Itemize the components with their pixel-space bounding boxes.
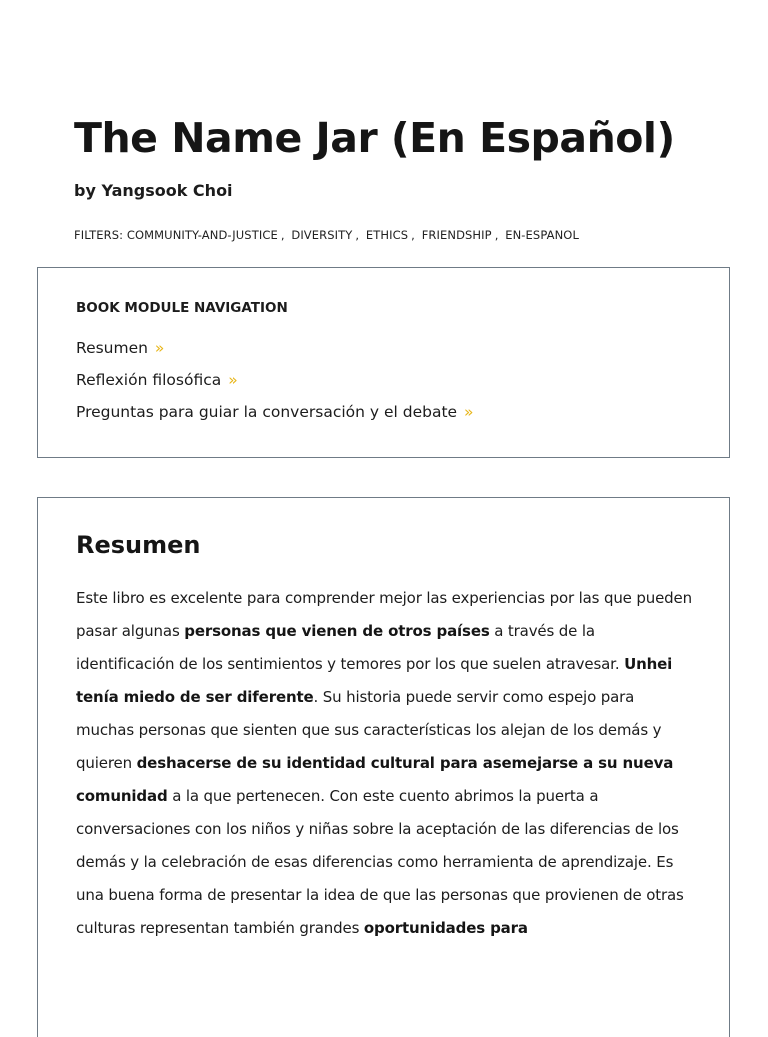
filter-tag-community-and-justice[interactable]: COMMUNITY-AND-JUSTICE xyxy=(126,228,278,242)
summary-emphasis: oportunidades para xyxy=(363,919,528,937)
summary-section xyxy=(37,497,730,1037)
filter-tag-ethics[interactable]: ETHICS xyxy=(365,228,409,242)
navigation-list xyxy=(76,332,474,428)
double-chevron-right-icon: » xyxy=(228,371,238,389)
nav-link-preguntas[interactable] xyxy=(76,396,474,428)
page-title: The Name Jar (En Español) xyxy=(74,114,675,162)
summary-text-segment: Este libro es excelente para comprender mejor las experiencias por las que pueden pasar algunas xyxy=(76,589,692,640)
double-chevron-right-icon: » xyxy=(464,403,474,421)
nav-link-label: Reflexión filosófica xyxy=(76,371,222,389)
book-module-navigation xyxy=(37,267,730,458)
nav-link-label: Resumen xyxy=(76,339,148,357)
summary-paragraph xyxy=(76,582,696,945)
summary-text-segment: . Su historia puede servir como espejo para muchas personas que sienten que sus características los alejan de los demás y quieren xyxy=(76,688,662,772)
filter-tag-diversity[interactable]: DIVERSITY xyxy=(291,228,353,242)
filter-separator: , xyxy=(411,228,415,242)
summary-heading: Resumen xyxy=(76,531,201,559)
filter-separator: , xyxy=(494,228,499,242)
filter-separator: , xyxy=(280,228,285,242)
double-chevron-right-icon: » xyxy=(154,339,165,357)
nav-link-label: Preguntas para guiar la conversación y el debate xyxy=(76,403,458,421)
summary-emphasis: personas que vienen de otros países xyxy=(184,622,490,640)
filters-label: FILTERS: xyxy=(74,228,124,242)
filter-separator: , xyxy=(355,228,360,242)
filters-line xyxy=(74,227,579,243)
navigation-heading: BOOK MODULE NAVIGATION xyxy=(76,300,288,316)
author-byline: by Yangsook Choi xyxy=(74,181,233,200)
filter-tag-en-espanol[interactable]: EN-ESPANOL xyxy=(505,228,579,242)
summary-text-segment: a la que pertenecen. Con este cuento abrimos la puerta a conversaciones con los niños y niñas sobre la aceptación de las diferencias de los demás y la celebración de esas diferencias como herramienta de aprendizaje. Es una buena forma de presentar la idea de que las personas que provienen de otras culturas representan también grandes xyxy=(76,787,684,937)
summary-text-segment: a través de la identificación de los sentimientos y temores por los que suelen atravesar. xyxy=(76,622,625,673)
nav-link-resumen[interactable] xyxy=(76,332,474,364)
summary-emphasis: Unhei tenía miedo de ser diferente xyxy=(76,655,673,706)
filter-tag-friendship[interactable]: FRIENDSHIP xyxy=(421,228,492,242)
nav-link-reflexion-filosofica[interactable] xyxy=(76,364,474,396)
summary-emphasis: deshacerse de su identidad cultural para asemejarse a su nueva comunidad xyxy=(76,754,674,805)
